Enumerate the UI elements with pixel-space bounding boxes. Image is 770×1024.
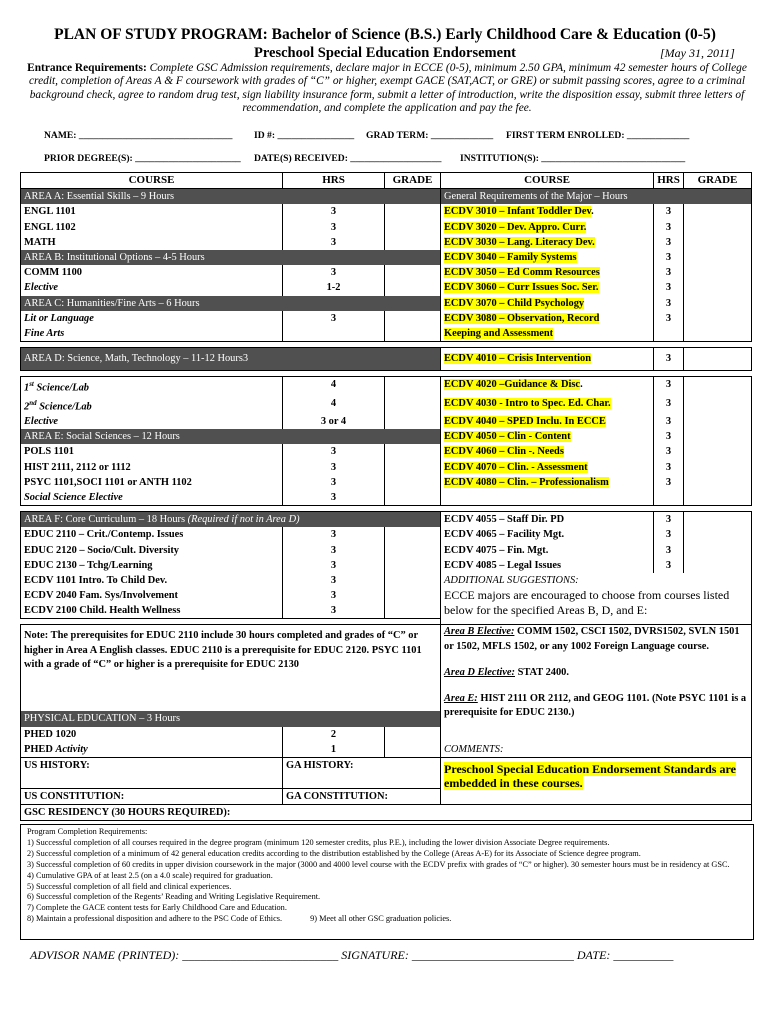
grade-cell[interactable] <box>385 311 441 326</box>
requirement-item: 3) Successful completion of 60 credits in upper division coursework in the major (3000 and 4000 level course with the ECDV prefix with grades of “C” or higher). 30 semester hours must be in residency at GSC. <box>27 859 730 869</box>
area-c-header: AREA C: Humanities/Fine Arts – 6 Hours <box>21 296 441 311</box>
course-ecdv4085: ECDV 4085 – Legal Issues <box>441 558 654 573</box>
course-label: Science/Lab <box>36 401 92 412</box>
grade-cell[interactable] <box>684 235 752 250</box>
course-pols1101: POLS 1101 <box>21 444 283 459</box>
area-f-title: AREA F: Core Curriculum – 18 Hours <box>24 514 186 526</box>
hrs-cell: 2 <box>283 727 385 742</box>
course-ecdv4050: ECDV 4050 – Clin - Content <box>444 431 571 443</box>
course-engl1102: ENGL 1102 <box>21 220 283 235</box>
course-table <box>20 172 752 821</box>
requirement-item: 7) Complete the GACE content tests for Early Childhood Care and Education. <box>27 903 287 913</box>
empty-cell <box>441 490 654 506</box>
grade-cell[interactable] <box>385 414 441 429</box>
grade-cell[interactable] <box>684 220 752 235</box>
area-d-header: AREA D: Science, Math, Technology – 11-12 Hours3 <box>21 348 441 371</box>
hrs-cell: 3 <box>654 220 684 235</box>
grade-cell[interactable] <box>385 220 441 235</box>
grade-cell[interactable] <box>385 326 441 342</box>
course-ecdv4080: ECDV 4080 – Clin. – Professionalism <box>444 476 609 488</box>
area-e-label: Area E: <box>444 693 478 705</box>
grade-cell[interactable] <box>684 490 752 506</box>
grade-cell[interactable] <box>684 280 752 295</box>
course-label: Science/Lab <box>33 382 89 394</box>
us-history-field[interactable]: US HISTORY: <box>21 758 283 789</box>
course-ecdv4010: ECDV 4010 – Crisis Intervention <box>444 353 592 365</box>
comments-label: COMMENTS: <box>441 742 752 758</box>
area-e-text: HIST 2111 OR 2112, and GEOG 1101. (Note PSYC 1101 is a prerequisite for EDUC 2130.) <box>444 693 747 719</box>
area-e-header: AREA E: Social Sciences – 12 Hours <box>21 429 441 444</box>
ga-constitution-field[interactable]: GA CONSTITUTION: <box>283 789 441 805</box>
grade-cell[interactable] <box>385 527 441 542</box>
ordinal-suffix: st <box>29 380 34 389</box>
name-field[interactable]: NAME: ________________________________ <box>44 130 233 141</box>
grade-cell[interactable] <box>385 573 441 588</box>
course-fine-arts: Fine Arts <box>21 326 283 342</box>
course-hist: HIST 2111, 2112 or 1112 <box>21 460 283 475</box>
course-ecdv3050: ECDV 3050 – Ed Comm Resources <box>444 267 600 279</box>
course-tail: . <box>580 379 583 391</box>
course-phed-activity <box>21 742 283 758</box>
hrs-cell <box>654 326 684 342</box>
hrs-cell: 3 <box>283 588 385 603</box>
course-ecdv3010: ECDV 3010 – Infant Toddler Dev <box>444 206 592 218</box>
program-completion-requirements <box>20 824 754 940</box>
hrs-cell: 3 <box>283 265 385 280</box>
grad-term-field[interactable]: GRAD TERM: _____________ <box>366 130 494 141</box>
hrs-cell: 3 <box>654 377 684 396</box>
grade-cell[interactable] <box>385 603 441 619</box>
grade-cell[interactable] <box>684 377 752 396</box>
ga-history-field[interactable]: GA HISTORY: <box>283 758 441 789</box>
grade-cell[interactable] <box>385 204 441 219</box>
course-psyc: PSYC 1101,SOCI 1101 or ANTH 1102 <box>21 475 283 490</box>
course-tail: . <box>591 206 594 218</box>
hrs-cell: 3 <box>654 429 684 444</box>
hrs-header: HRS <box>283 173 385 189</box>
course-educ2120: EDUC 2120 – Socio/Cult. Diversity <box>21 543 283 558</box>
course-header-right: COURSE <box>441 173 654 189</box>
course-ecdv3060: ECDV 3060 – Curr Issues Soc. Ser. <box>444 282 599 294</box>
hrs-cell: 4 <box>283 396 385 414</box>
grade-cell[interactable] <box>684 512 752 528</box>
entrance-text: Complete GSC Admission requirements, declare major in ECCE (0-5), minimum 2.50 GPA, minimum 42 semester hours of College credit, completion of Areas A & F coursework with grades of “C” or higher, exempt GACE (SAT,ACT, or GRE) or submit passing scores, agree to a criminal background check, agree to random drug test, sign liability insurance form, submit a letter of introduction, write the disposition essay, submit three letters of recommendation, and complete the application and pay the fee. <box>29 62 747 115</box>
hrs-cell: 3 <box>654 414 684 429</box>
hrs-cell: 3 <box>654 543 684 558</box>
document-subtitle: Preschool Special Education Endorsement <box>254 45 516 61</box>
requirement-item: 2) Successful completion of a minimum of 42 general education credits according to the distribution established by the College (Areas A-E) for its Associate of Science degree program. <box>27 848 641 858</box>
hrs-cell: 3 <box>654 280 684 295</box>
standards-text: Preschool Special Education Endorsement Standards are embedded in these courses. <box>444 762 736 791</box>
hrs-cell: 3 <box>283 475 385 490</box>
entrance-label: Entrance Requirements: <box>27 62 147 74</box>
suggestions-text: ECCE majors are encouraged to choose from courses listed below for the specified Areas B, D, and E: <box>441 588 752 619</box>
hrs-cell: 3 <box>654 265 684 280</box>
standards-note <box>441 758 752 805</box>
course-elective-d: Elective <box>21 414 283 429</box>
hrs-cell: 3 or 4 <box>283 414 385 429</box>
hrs-header-right: HRS <box>654 173 684 189</box>
id-field[interactable]: ID #: ________________ <box>254 130 355 141</box>
hrs-cell: 1-2 <box>283 280 385 295</box>
us-constitution-field[interactable]: US CONSTITUTION: <box>21 789 283 805</box>
hrs-cell: 3 <box>283 558 385 573</box>
requirement-item: 6) Successful completion of the Regents’ Reading and Writing Legislative Requirement. <box>27 892 321 902</box>
ordinal: 2 <box>24 401 30 412</box>
grade-header: GRADE <box>385 173 441 189</box>
hrs-cell: 3 <box>283 543 385 558</box>
hrs-cell: 3 <box>654 204 684 219</box>
grade-cell[interactable] <box>385 727 441 742</box>
residency-field[interactable]: GSC RESIDENCY (30 HOURS REQUIRED): <box>21 805 752 821</box>
hrs-cell: 3 <box>283 490 385 506</box>
hrs-cell: 3 <box>654 396 684 414</box>
course-lit-language: Lit or Language <box>21 311 283 326</box>
grade-cell[interactable] <box>684 265 752 280</box>
course-elective-b: Elective <box>21 280 283 295</box>
hrs-cell: 1 <box>283 742 385 758</box>
course-ecdv1101: ECDV 1101 Intro. To Child Dev. <box>21 573 283 588</box>
document-title: PLAN OF STUDY PROGRAM: Bachelor of Science (B.S.) Early Childhood Care & Education (0-5) <box>54 26 716 43</box>
dates-received-field[interactable]: DATE(S) RECEIVED: ___________________ <box>254 153 442 164</box>
course-ecdv3070: ECDV 3070 – Child Psychology <box>444 297 585 309</box>
grade-cell[interactable] <box>385 490 441 506</box>
area-electives <box>441 625 752 727</box>
hrs-cell: 3 <box>654 235 684 250</box>
grade-cell[interactable] <box>385 265 441 280</box>
course-ecdv3080-cont: Keeping and Assessment <box>444 327 554 339</box>
course-ecdv3020: ECDV 3020 – Dev. Appro. Curr. <box>444 221 587 233</box>
ordinal-suffix: nd <box>29 398 37 407</box>
hrs-cell: 3 <box>654 460 684 475</box>
grade-cell[interactable] <box>684 460 752 475</box>
grade-cell[interactable] <box>385 588 441 603</box>
course-engl1101: ENGL 1101 <box>21 204 283 219</box>
course-ecdv3080: ECDV 3080 – Observation, Record <box>444 312 600 324</box>
grade-cell[interactable] <box>684 558 752 573</box>
course-science-lab-1 <box>21 377 283 396</box>
area-d-label: Area D Elective: <box>444 666 515 678</box>
grade-cell[interactable] <box>684 311 752 326</box>
grade-cell[interactable] <box>684 543 752 558</box>
additional-suggestions-label: ADDITIONAL SUGGESTIONS: <box>441 573 752 588</box>
grade-cell[interactable] <box>385 377 441 396</box>
grade-cell[interactable] <box>385 235 441 250</box>
hrs-cell <box>283 326 385 342</box>
prerequisite-note: Note: The prerequisites for EDUC 2110 include 30 hours completed and grades of “C” or higher in Area A English classes. EDUC 2110 is a prerequisite for EDUC 2120. PSYC 1101 with a grade of “C” or higher is a prerequisite for EDUC 2130 <box>21 625 441 712</box>
entrance-requirements <box>26 62 748 116</box>
document-date: [May 31, 2011] <box>660 46 735 60</box>
grade-cell[interactable] <box>684 348 752 371</box>
general-requirements-header: General Requirements of the Major – Hours <box>441 189 752 205</box>
advisor-signature-line[interactable]: ADVISOR NAME (PRINTED): __________________________ SIGNATURE: ___________________________ DATE: __________ <box>30 948 674 962</box>
grade-cell[interactable] <box>684 326 752 342</box>
hrs-cell: 3 <box>283 527 385 542</box>
phed-activity-label: Activity <box>55 743 88 755</box>
course-math: MATH <box>21 235 283 250</box>
grade-cell[interactable] <box>385 444 441 459</box>
grade-cell[interactable] <box>385 558 441 573</box>
grade-cell[interactable] <box>385 543 441 558</box>
grade-cell[interactable] <box>684 250 752 265</box>
course-ecdv4065: ECDV 4065 – Facility Mgt. <box>441 527 654 542</box>
hrs-cell: 3 <box>654 475 684 490</box>
hrs-cell: 3 <box>654 512 684 528</box>
course-social-elective: Social Science Elective <box>21 490 283 506</box>
hrs-cell: 3 <box>654 311 684 326</box>
course-science-lab-2 <box>21 396 283 414</box>
area-a-header: AREA A: Essential Skills – 9 Hours <box>21 189 441 205</box>
first-term-field[interactable]: FIRST TERM ENROLLED: _____________ <box>506 130 690 141</box>
grade-cell[interactable] <box>385 280 441 295</box>
hrs-cell: 3 <box>654 527 684 542</box>
area-b-header: AREA B: Institutional Options – 4-5 Hours <box>21 250 441 265</box>
hrs-cell: 3 <box>283 573 385 588</box>
course-ecdv4075: ECDV 4075 – Fin. Mgt. <box>441 543 654 558</box>
grade-cell[interactable] <box>684 429 752 444</box>
course-educ2110: EDUC 2110 – Crit./Contemp. Issues <box>21 527 283 542</box>
hrs-cell: 3 <box>654 296 684 311</box>
hrs-cell: 3 <box>283 220 385 235</box>
course-header: COURSE <box>21 173 283 189</box>
physical-education-header: PHYSICAL EDUCATION – 3 Hours <box>21 711 441 726</box>
course-comm1100: COMM 1100 <box>21 265 283 280</box>
hrs-cell: 3 <box>283 311 385 326</box>
requirement-item: 4) Cumulative GPA of at least 2.5 (on a 4.0 scale) required for graduation. <box>27 870 273 880</box>
grade-cell[interactable] <box>684 475 752 490</box>
course-ecdv4070: ECDV 4070 – Clin. - Assessment <box>444 461 588 473</box>
course-phed1020: PHED 1020 <box>21 727 283 742</box>
requirement-item: 1) Successful completion of all courses required in the degree program (minimum 120 semester credits, plus P.E.), including the lower division Associate Degree requirements. <box>27 837 610 847</box>
hrs-cell: 3 <box>654 250 684 265</box>
grade-cell[interactable] <box>385 396 441 414</box>
hrs-cell <box>654 490 684 506</box>
grade-cell[interactable] <box>684 527 752 542</box>
grade-cell[interactable] <box>684 414 752 429</box>
course-ecdv4020: ECDV 4020 –Guidance & Disc <box>444 379 581 391</box>
requirement-item: 9) Meet all other GSC graduation policies. <box>310 914 452 924</box>
grade-cell[interactable] <box>684 396 752 414</box>
grade-cell[interactable] <box>385 460 441 475</box>
grade-cell[interactable] <box>684 204 752 219</box>
institution-field[interactable]: INSTITUTION(S): ______________________________ <box>460 153 686 164</box>
grade-cell[interactable] <box>684 296 752 311</box>
prior-degree-field[interactable]: PRIOR DEGREE(S): ______________________ <box>44 153 241 164</box>
hrs-cell: 3 <box>654 348 684 371</box>
course-ecdv2100: ECDV 2100 Child. Health Wellness <box>21 603 283 619</box>
grade-cell[interactable] <box>385 475 441 490</box>
course-ecdv4055: ECDV 4055 – Staff Dir. PD <box>441 512 654 528</box>
course-ecdv3030: ECDV 3030 – Lang. Literacy Dev. <box>444 236 595 248</box>
hrs-cell: 3 <box>283 603 385 619</box>
ordinal: 1 <box>24 382 30 394</box>
grade-cell[interactable] <box>684 444 752 459</box>
grade-cell[interactable] <box>385 742 441 758</box>
hrs-cell: 3 <box>283 444 385 459</box>
hrs-cell: 3 <box>654 558 684 573</box>
course-ecdv4060: ECDV 4060 – Clin -. Needs <box>444 446 564 458</box>
requirement-item: 8) Maintain a professional disposition and adhere to the PSC Code of Ethics. <box>27 914 283 924</box>
requirement-item: 5) Successful completion of all field and clinical experiences. <box>27 881 232 891</box>
area-b-text: COMM 1502, CSCI 1502, DVRS1502, SVLN 1501 or 1502, MFLS 1502, or any 1002 Foreign Language course. <box>444 626 740 652</box>
course-ecdv4040: ECDV 4040 – SPED Inclu. In ECCE <box>444 416 606 427</box>
hrs-cell: 4 <box>283 377 385 396</box>
requirements-heading: Program Completion Requirements: <box>27 827 148 836</box>
hrs-cell: 3 <box>283 204 385 219</box>
area-f-note: (Required if not in Area D) <box>187 514 300 526</box>
hrs-cell: 3 <box>654 444 684 459</box>
empty-cell <box>441 727 752 742</box>
phed-label: PHED <box>24 743 53 755</box>
area-d-text: STAT 2400. <box>514 666 569 678</box>
course-ecdv2040: ECDV 2040 Fam. Sys/Involvement <box>21 588 283 603</box>
area-f-header <box>21 512 441 528</box>
course-educ2130: EDUC 2130 – Tchg/Learning <box>21 558 283 573</box>
area-b-label: Area B Elective: <box>444 626 515 638</box>
grade-header-right: GRADE <box>684 173 752 189</box>
course-ecdv4030: ECDV 4030 - Intro to Spec. Ed. Char. <box>444 397 611 409</box>
course-ecdv3040: ECDV 3040 – Family Systems <box>444 251 577 263</box>
hrs-cell: 3 <box>283 460 385 475</box>
hrs-cell: 3 <box>283 235 385 250</box>
